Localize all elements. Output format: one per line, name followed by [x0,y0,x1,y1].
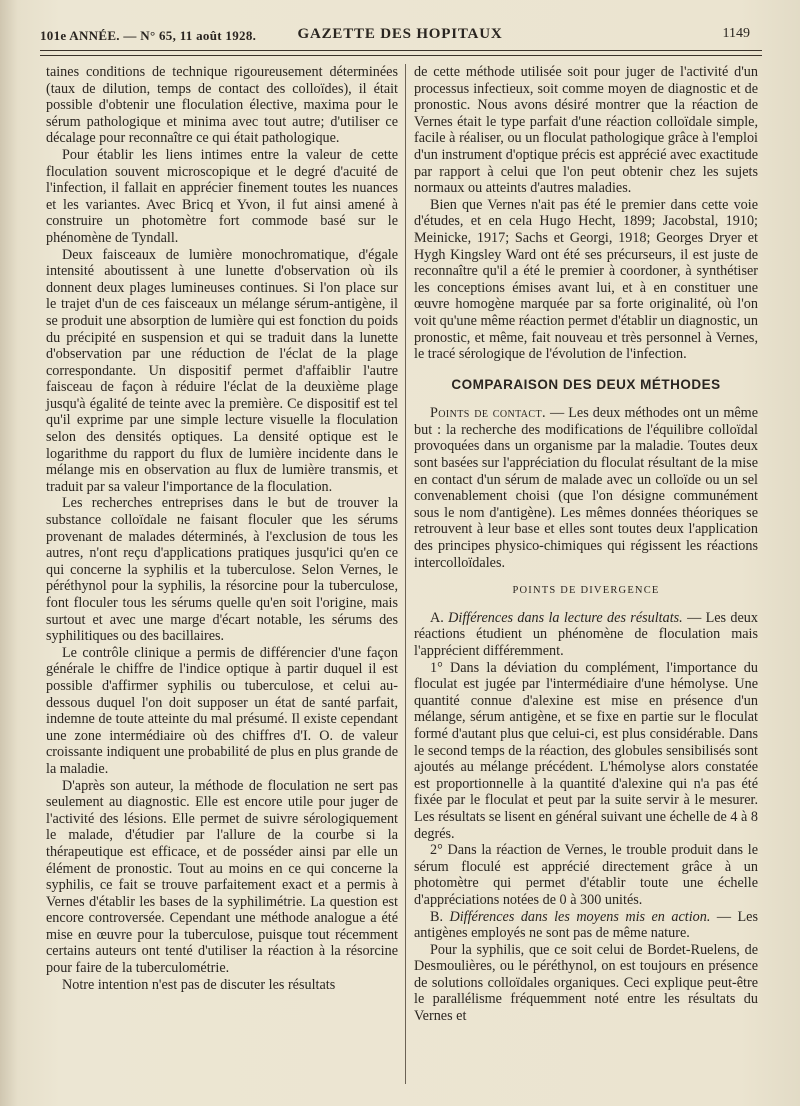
section-letter: A. [430,609,449,626]
right-column [414,64,758,1025]
paragraph-section-b [414,909,758,942]
paragraph-points-contact [414,405,758,571]
page-number: 1149 [722,26,750,41]
paragraph: Pour établir les liens intimes entre la valeur de cette floculation souvent microscopique et le degré d'acuité de l'infection, il fallait en apprécier finement toutes les nuances et les variantes. Avec Bricq et Yvon, il fut ainsi amené à construire un photomètre fort commode basé sur le phénomène de Tyndall. [46,146,398,246]
header-rule-thin [40,55,762,56]
run-in-heading: Points de contact. [430,405,546,422]
journal-title: GAZETTE DES HOPITAUX [297,26,503,42]
paragraph: D'après son auteur, la méthode de floculation ne sert pas seulement au diagnostic. Elle est encore utile pour juger de l'activité des lésions. Elle permet de suivre sérologiquement le malade, d'étudier par l'allure de la courbe si la thérapeutique est efficace, et de posséder ainsi par elle un élément de pronostic. Tout au moins en ce qui concerne la syphilis, ce fait se trouve parfaitement exact et a permis à Vernes d'établir les bases de la syphilimétrie. La question est encore controversée. Cependant une méthode analogue a été mise en œuvre pour la tuberculose, puisque tout récemment certains auteurs ont tenté d'utiliser la réaction à la résorcine pour faire de la tuberculométrie. [46,777,398,977]
section-heading: COMPARAISON DES DEUX MÉTHODES [451,376,721,392]
left-column [46,64,398,993]
paragraph: Les recherches entreprises dans le but de trouver la substance colloïdale ne faisant floculer que les sérums provenant de malades déterminés, à l'exclusion de tous les autres, n'ont reçu d'applications pratiques jusqu'ici qu'en ce qui concerne la syphilis et la tuberculose. Selon Vernes, le péréthynol pour la syphilis, la résorcine pour la tuberculose, font floculer tous les sérums quelle qu'en soit l'origine, mais surtout et avec une marge d'écart notable, les sérums des syphilitiques ou des bacillaires. [46,495,398,645]
paragraph: Pour la syphilis, que ce soit celui de Bordet-Ruelens, de Desmoulières, ou le péréthynol, on est toujours en présence de solutions colloïdales organiques. Ceci explique peut-être le parallélisme fréquemment noté entre les résultats du Vernes et [414,941,758,1025]
paragraph: de cette méthode utilisée soit pour juger de l'activité d'un processus infectieux, soit comme moyen de diagnostic et de pronostic. Nous avons désiré montrer que la réaction de Vernes était le type parfait d'une réaction colloïdale simple, facile à réaliser, ou un floculat pathologique grâce à l'emploi d'un instrument d'optique précis est apprécié avec exactitude par rapport à celui que l'on peut obtenir chez les sujets normaux ou atteints d'autres maladies. [414,64,758,197]
paragraph: taines conditions de technique rigoureusement déterminées (taux de dilution, temps de contact des colloïdes), il était possible d'obtenir une floculation élective, maxima pour le sérum pathologique et minima avec tout autre; d'utiliser ce décalage pour reconnaître ce qui était pathologique. [46,64,398,147]
paragraph: Notre intention n'est pas de discuter les résultats [62,976,336,993]
subsection-heading: POINTS DE DIVERGENCE [512,585,660,597]
column-divider [405,64,406,1084]
page-header [40,22,760,48]
paragraph: Bien que Vernes n'ait pas été le premier dans cette voie d'études, et en cela Hugo Hecht, 1899; Jacobstal, 1910; Meinicke, 1917; Sachs et Georgi, 1918; Georges Dryer et Hygh Kingsley Ward ont été ses précurseurs, il est juste de reconnaître qu'il a été le premier à coordoner, à synthétiser les conceptions émises avant lui, et à en constituer une œuvre homogène marquée par sa forte originalité, où l'on voit qu'une même réaction permet d'établir un diagnostic, un pronostic, et même, fait nouveau et très personnel à Vernes, le tracé sérologique de l'évolution de l'infection. [414,196,758,363]
paragraph-section-a [414,610,758,660]
paragraph: Le contrôle clinique a permis de différencier d'une façon générale le chiffre de l'indice optique à partir duquel il est possible d'affirmer syphilis ou tuberculose, et celui au-dessous duquel l'on doit supposer un état de santé parfait, indemne de toute atteinte du mal présumé. Il existe cependant une zone intermédiaire où des chiffres d'I. O. de valeur croissante indiquent une probabilité de plus en plus grande de la maladie. [46,644,398,777]
header-rule [40,50,762,51]
section-a-title: Différences dans la lecture des résultats. [448,609,683,626]
paragraph: Deux faisceaux de lumière monochromatique, d'égale intensité aboutissent à une lunette d'observation où ils donnent deux plages lumineuses continues. Si l'on place sur le trajet d'un de ces faisceaux un mélange sérum-antigène, il se produit une absorption de lumière qui est fonction du poids du précipité en suspension et qui se traduit dans la lunette d'observation par une réduction de l'éclat de la plage correspondante. Un dispositif permet d'affaiblir l'autre faisceau de façon à réduire l'éclat de la deuxième plage jusqu'à égalité de teinte avec la première. Ce dispositif est tel qu'il exprime par une simple lecture visuelle la floculation selon des densités optiques. La densité optique est le logarithme du rapport du flux de lumière incidente dans le mélange mis en observation au flux de lumière transmis, et traduit par sa valeur l'importance de la floculation. [46,246,398,495]
issue-info: 101e ANNÉE. — N° 65, 11 août 1928. [40,28,257,43]
paragraph-text: — Les antigènes employés ne sont pas de même nature. [414,908,758,942]
paragraph: 1° Dans la déviation du complément, l'importance du floculat est jugée par l'intermédiaire d'une hémolyse. Une quantité connue d'alexine est mise en présence d'un mélange, sérum antigène, et se fixe en partie sur le floculat formé d'autant plus que celui-ci, est plus considérable. Dans le second temps de la réaction, des globules sensibilisés sont ajoutés au mélange précédent. L'hémolyse alors constatée est proportionnelle à la quantité d'alexine qui n'a pas été fixée par le floculat et peut par la suite servir à le mesurer. Les résultats se lisent en général suivant une échelle de 4 à 8 degrés. [414,659,758,842]
paragraph-text: — Les deux méthodes ont un même but : la recherche des modifications de l'équilibre colloïdal provoquées dans un organisme par la maladie. Toutes deux sont basées sur l'appréciation du floculat résultant de la mise en contact d'un sérum de malade avec un colloïde ou un sel convenablement choisi (que l'on désigne communément sous le nom d'antigène). Les mêmes données théoriques se retrouvent à leur base et elles sont toutes deux l'application des principes physico-chimiques qui régissent les réactions intercolloïdales. [414,405,758,571]
section-b-title: Différences dans les moyens mis en action. [449,908,711,925]
section-letter: B. [430,908,450,925]
paragraph: 2° Dans la réaction de Vernes, le trouble produit dans le sérum floculé est apprécié directement grâce à un photomètre qui permet d'établir toute une échelle d'appréciations notées de 0 à 300 unités. [414,842,758,908]
paragraph-text: — Les deux réactions étudient un phénomène de floculation mais l'apprécient différemment. [414,609,758,659]
